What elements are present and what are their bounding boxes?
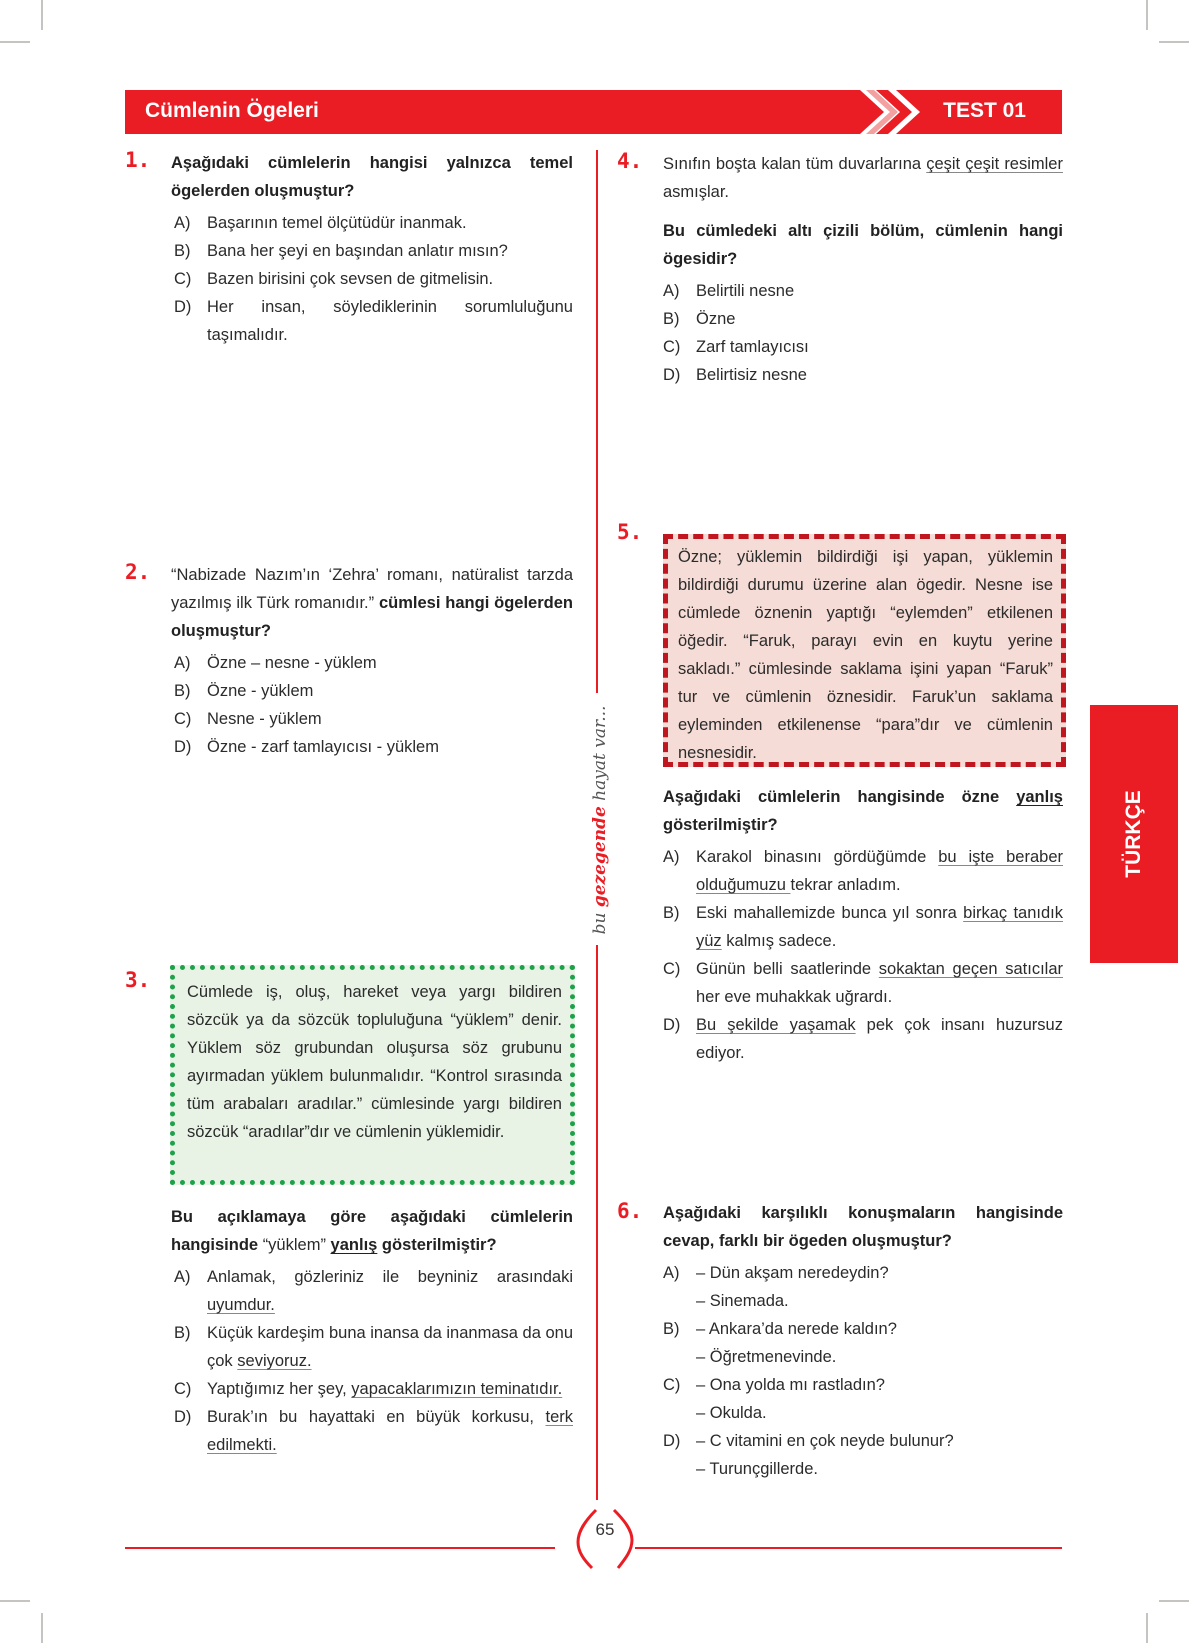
info-text: Özne; yüklemin bildirdiği işi yapan, yüklemin bildirdiği durumu üzerine alan ögedir. Nesne ise cümlede öznenin yaptığı “eylemden” etkilenen öğedir. “Faruk, parayı evin en kuytu yerine sakladı.” cümlesinde saklama işini yapan “Faruk” tur ve cümlenin öznesidir. Faruk’un saklama eyleminden etkilenense “para”dır ve cümlenin nesnesidir.	[678, 548, 1053, 762]
slogan-suffix: hayat var...	[590, 705, 610, 807]
text-pre: Eski mahallemizde bunca yıl sonra	[696, 904, 964, 922]
question-6	[663, 1199, 1063, 1483]
text-pre: Yaptığımız her şey,	[207, 1380, 352, 1398]
option-text: Nesne - yüklem	[207, 710, 322, 728]
text-pre: Günün belli saatlerinde	[696, 960, 879, 978]
dialog-answer: – Okulda.	[696, 1404, 767, 1422]
option-c[interactable]	[174, 265, 573, 293]
option-text: Özne - zarf tamlayıcısı - yüklem	[207, 738, 439, 756]
options	[663, 277, 1063, 389]
text-post: asmışlar.	[663, 183, 730, 201]
option-a[interactable]	[663, 277, 1063, 305]
stem-bold: gösterilmiştir?	[381, 1236, 497, 1254]
option-b[interactable]	[174, 1319, 573, 1375]
option-d[interactable]	[663, 361, 1063, 389]
crop-mark	[1159, 1600, 1189, 1602]
text-underlined: uyumdur.	[207, 1296, 275, 1314]
dialog-answer: – Sinemada.	[696, 1292, 789, 1310]
crop-mark	[1146, 1613, 1148, 1643]
crop-mark	[0, 41, 30, 43]
question-stem	[663, 783, 1063, 839]
option-b[interactable]	[174, 237, 573, 265]
option-text: Özne	[696, 310, 736, 328]
question-number: 3.	[125, 968, 151, 992]
question-number: 1.	[125, 148, 151, 172]
text-underlined: çeşit çeşit resimler	[926, 155, 1063, 173]
question-3	[171, 1203, 573, 1459]
column-divider	[596, 945, 598, 1500]
option-c[interactable]	[663, 333, 1063, 361]
question-2	[171, 561, 573, 761]
slogan-highlight: gezegende	[590, 806, 610, 908]
text-underlined: terk edilmekti.	[207, 1408, 573, 1454]
option-b[interactable]	[663, 899, 1063, 955]
option-text	[696, 1259, 1063, 1315]
option-d[interactable]	[174, 293, 573, 349]
option-text: Belirtisiz nesne	[696, 366, 807, 384]
info-text: Cümlede iş, oluş, hareket veya yargı bildiren sözcük ya da sözcük topluluğuna “yüklem” denir. Yüklem söz grubundan oluşursa söz grubunu ayırmadan yüklem bulunmalıdır. “Kontrol sırasında tüm arabaları aradılar.” cümlesinde yargı bildiren sözcük “aradılar”dır ve cümlenin yüklemidir.	[187, 983, 562, 1141]
option-letter: C)	[174, 270, 192, 288]
option-text	[696, 1011, 1063, 1067]
option-letter: C)	[663, 960, 681, 978]
question-stem: Aşağıdaki karşılıklı konuşmaların hangisinde cevap, farklı bir ögeden oluşmuştur?	[663, 1204, 1063, 1250]
text-pre: Sınıfın boşta kalan tüm duvarlarına	[663, 155, 927, 173]
option-letter: D)	[174, 1408, 192, 1426]
stem-underlined: yanlış	[330, 1236, 378, 1254]
text-underlined: seviyoruz.	[237, 1352, 312, 1370]
question-number: 6.	[617, 1199, 643, 1223]
option-text: Özne – nesne - yüklem	[207, 654, 377, 672]
crop-mark	[1159, 41, 1189, 43]
dialog-question: – Dün akşam neredeydin?	[696, 1264, 889, 1282]
option-letter: D)	[663, 366, 681, 384]
stem-bold: gösterilmiştir?	[663, 816, 778, 834]
option-text	[696, 899, 1063, 955]
stem-quote: “Nabizade Nazım’ın ‘Zehra’ romanı, natüralist tarzda yazılmış ilk Türk romanıdır.”	[171, 566, 573, 612]
options	[663, 843, 1063, 1067]
text-pre: Burak’ın bu hayattaki en büyük korkusu,	[207, 1408, 546, 1426]
subject-label: TÜRKÇE	[1122, 790, 1145, 878]
option-text	[696, 955, 1063, 1011]
text-underlined: birkaç tanıdık yüz	[696, 904, 1063, 950]
chevron-right-icon	[860, 90, 940, 134]
option-letter: A)	[174, 654, 191, 672]
option-d[interactable]	[174, 733, 573, 761]
dialog-question: – Ankara’da nerede kaldın?	[696, 1320, 897, 1338]
page-number: 65	[595, 1520, 615, 1539]
question-stem: Bu cümledeki altı çizili bölüm, cümlenin hangi ögesidir?	[663, 222, 1063, 268]
option-text	[207, 1403, 573, 1459]
option-a[interactable]	[174, 649, 573, 677]
option-letter: B)	[174, 1324, 191, 1342]
option-letter: C)	[663, 338, 681, 356]
option-letter: C)	[663, 1376, 681, 1394]
page-title: Cümlenin Ögeleri	[145, 99, 319, 122]
text-post: tekrar anladım.	[790, 876, 901, 894]
option-c[interactable]	[174, 1375, 573, 1403]
option-text: Başarının temel ölçütüdür inanmak.	[207, 214, 467, 232]
footer-line	[635, 1547, 1062, 1549]
option-letter: D)	[174, 298, 192, 316]
option-c[interactable]	[174, 705, 573, 733]
question-number: 2.	[125, 560, 151, 584]
option-letter: A)	[663, 282, 680, 300]
stem-bold: Bu açıklamaya göre aşağıdaki cümlelerin hangisinde	[171, 1208, 573, 1254]
text-underlined: bu işte beraber olduğumuzu	[696, 848, 1064, 894]
stem-bold: Aşağıdaki cümlelerin hangisinde özne	[663, 788, 1000, 806]
option-text	[207, 1263, 573, 1319]
question-stem	[171, 561, 573, 645]
option-text: Bana her şeyi en başından anlatır mısın?	[207, 242, 508, 260]
test-label: TEST 01	[943, 99, 1026, 122]
option-letter: D)	[174, 738, 192, 756]
text-pre: Anlamak, gözleriniz ile beyniniz arasındaki	[207, 1268, 573, 1286]
option-text: Zarf tamlayıcısı	[696, 338, 809, 356]
option-text	[696, 1315, 1063, 1371]
option-text	[696, 1371, 1063, 1427]
question-5	[663, 783, 1063, 1067]
option-a[interactable]	[174, 209, 573, 237]
header-bar	[125, 90, 1062, 134]
option-letter: A)	[174, 214, 191, 232]
slogan	[590, 706, 610, 935]
options	[171, 649, 573, 761]
question-sentence	[663, 150, 1063, 206]
option-a[interactable]	[663, 843, 1063, 899]
options	[171, 209, 573, 349]
option-letter: B)	[663, 1320, 680, 1338]
options	[663, 1259, 1063, 1483]
info-box-green	[170, 965, 575, 1185]
option-b[interactable]	[663, 1315, 1063, 1371]
option-a[interactable]	[663, 1259, 1063, 1315]
question-4	[663, 150, 1063, 389]
text-underlined: Bu şekilde yaşamak	[696, 1016, 856, 1034]
option-letter: C)	[174, 1380, 192, 1398]
option-text	[696, 843, 1063, 899]
text-post: kalmış sadece.	[721, 932, 837, 950]
option-a[interactable]	[174, 1263, 573, 1319]
option-text: Belirtili nesne	[696, 282, 795, 300]
crop-mark	[41, 1613, 43, 1643]
option-letter: B)	[663, 904, 680, 922]
option-d[interactable]	[663, 1011, 1063, 1067]
dialog-question: – C vitamini en çok neyde bulunur?	[696, 1432, 954, 1450]
subject-tab	[1090, 705, 1178, 963]
option-d[interactable]	[663, 1427, 1063, 1483]
option-letter: D)	[663, 1016, 681, 1034]
option-c[interactable]	[663, 1371, 1063, 1427]
option-text: Her insan, söylediklerinin sorumluluğunu taşımalıdır.	[207, 298, 573, 344]
option-letter: B)	[174, 242, 191, 260]
dialog-answer: – Öğretmenevinde.	[696, 1348, 837, 1366]
text-underlined: sokaktan geçen satıcılar	[878, 960, 1063, 978]
option-text	[207, 1375, 573, 1403]
dialog-answer: – Turunçgillerde.	[696, 1460, 818, 1478]
option-letter: A)	[663, 1264, 680, 1282]
option-d[interactable]	[174, 1403, 573, 1459]
option-letter: C)	[174, 710, 192, 728]
text-post: her eve muhakkak uğrardı.	[696, 988, 893, 1006]
question-stem: Aşağıdaki cümlelerin hangisi yalnızca temel ögelerden oluşmuştur?	[171, 154, 573, 200]
question-number: 4.	[617, 149, 643, 173]
text-post: pek çok insanı huzursuz ediyor.	[696, 1016, 1063, 1062]
footer-line	[125, 1547, 555, 1549]
option-text: Bazen birisini çok sevsen de gitmelisin.	[207, 270, 494, 288]
option-letter: A)	[174, 1268, 191, 1286]
question-1	[171, 149, 573, 349]
crop-mark	[0, 1600, 30, 1602]
option-c[interactable]	[663, 955, 1063, 1011]
option-letter: B)	[174, 682, 191, 700]
option-letter: A)	[663, 848, 680, 866]
text-pre: Küçük kardeşim buna inansa da inanmasa da onu çok	[207, 1324, 573, 1370]
option-text	[207, 1319, 573, 1375]
text-underlined: yapacaklarımızın teminatıdır.	[351, 1380, 563, 1398]
option-letter: B)	[663, 310, 680, 328]
crop-mark	[1146, 0, 1148, 30]
stem-underlined: yanlış	[1016, 788, 1063, 806]
option-b[interactable]	[174, 677, 573, 705]
option-letter: D)	[663, 1432, 681, 1450]
text-pre: Karakol binasını gördüğümde	[696, 848, 939, 866]
column-divider	[596, 150, 598, 693]
slogan-prefix: bu	[590, 907, 610, 935]
question-number: 5.	[617, 520, 643, 544]
stem-bold: cümlesi hangi ögelerden oluşmuştur?	[171, 594, 573, 640]
option-text: Özne - yüklem	[207, 682, 314, 700]
crop-mark	[41, 0, 43, 30]
info-box-red	[663, 534, 1066, 767]
option-text	[696, 1427, 1063, 1483]
stem-quote: “yüklem”	[262, 1236, 326, 1254]
option-b[interactable]	[663, 305, 1063, 333]
options	[171, 1263, 573, 1459]
question-stem	[171, 1203, 573, 1259]
dialog-question: – Ona yolda mı rastladın?	[696, 1376, 885, 1394]
